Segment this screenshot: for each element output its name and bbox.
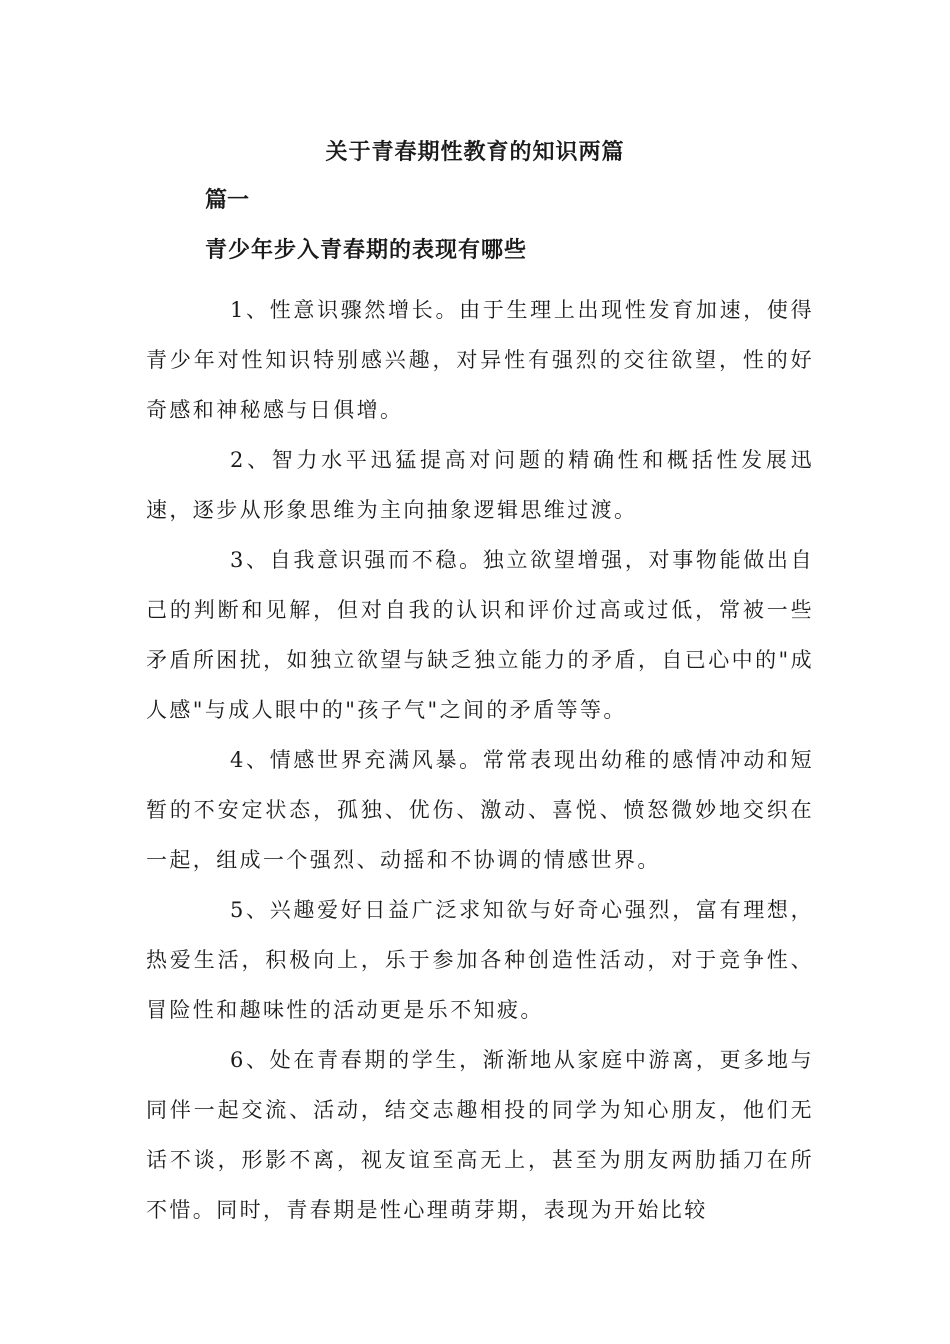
paragraph-3: 3、自我意识强而不稳。独立欲望增强，对事物能做出自己的判断和见解，但对自我的认识和评价过高或过低，常被一些矛盾所困扰，如独立欲望与缺乏独立能力的矛盾，自已心中的"成人感"与成人眼中的"孩子气"之间的矛盾等等。 xyxy=(146,548,814,722)
paragraph-5: 5、兴趣爱好日益广泛求知欲与好奇心强烈，富有理想，热爱生活，积极向上，乐于参加各种创造性活动，对于竞争性、冒险性和趣味性的活动更是乐不知疲。 xyxy=(146,898,814,1022)
paragraph-2: 2、智力水平迅猛提高对问题的精确性和概括性发展迅速，逐步从形象思维为主向抽象逻辑思维过渡。 xyxy=(146,448,814,522)
paragraph-1: 1、性意识骤然增长。由于生理上出现性发育加速，使得青少年对性知识特别感兴趣，对异性有强烈的交往欲望，性的好奇感和神秘感与日俱增。 xyxy=(146,298,814,422)
section-label: 篇一 xyxy=(205,187,250,213)
section-subheading: 青少年步入青春期的表现有哪些 xyxy=(205,237,528,263)
body-text xyxy=(146,285,814,1235)
paragraph-4: 4、情感世界充满风暴。常常表现出幼稚的感情冲动和短暂的不安定状态，孤独、优伤、激动、喜悦、愤怒微妙地交织在一起，组成一个强烈、动摇和不协调的情感世界。 xyxy=(146,748,814,872)
document-title: 关于青春期性教育的知识两篇 xyxy=(325,139,625,165)
paragraph-6: 6、处在青春期的学生，渐渐地从家庭中游离，更多地与同伴一起交流、活动，结交志趣相投的同学为知心朋友，他们无话不谈，形影不离，视友谊至高无上，甚至为朋友两肋插刀在所不惜。同时，青春期是性心理萌芽期，表现为开始比较 xyxy=(146,1048,814,1222)
